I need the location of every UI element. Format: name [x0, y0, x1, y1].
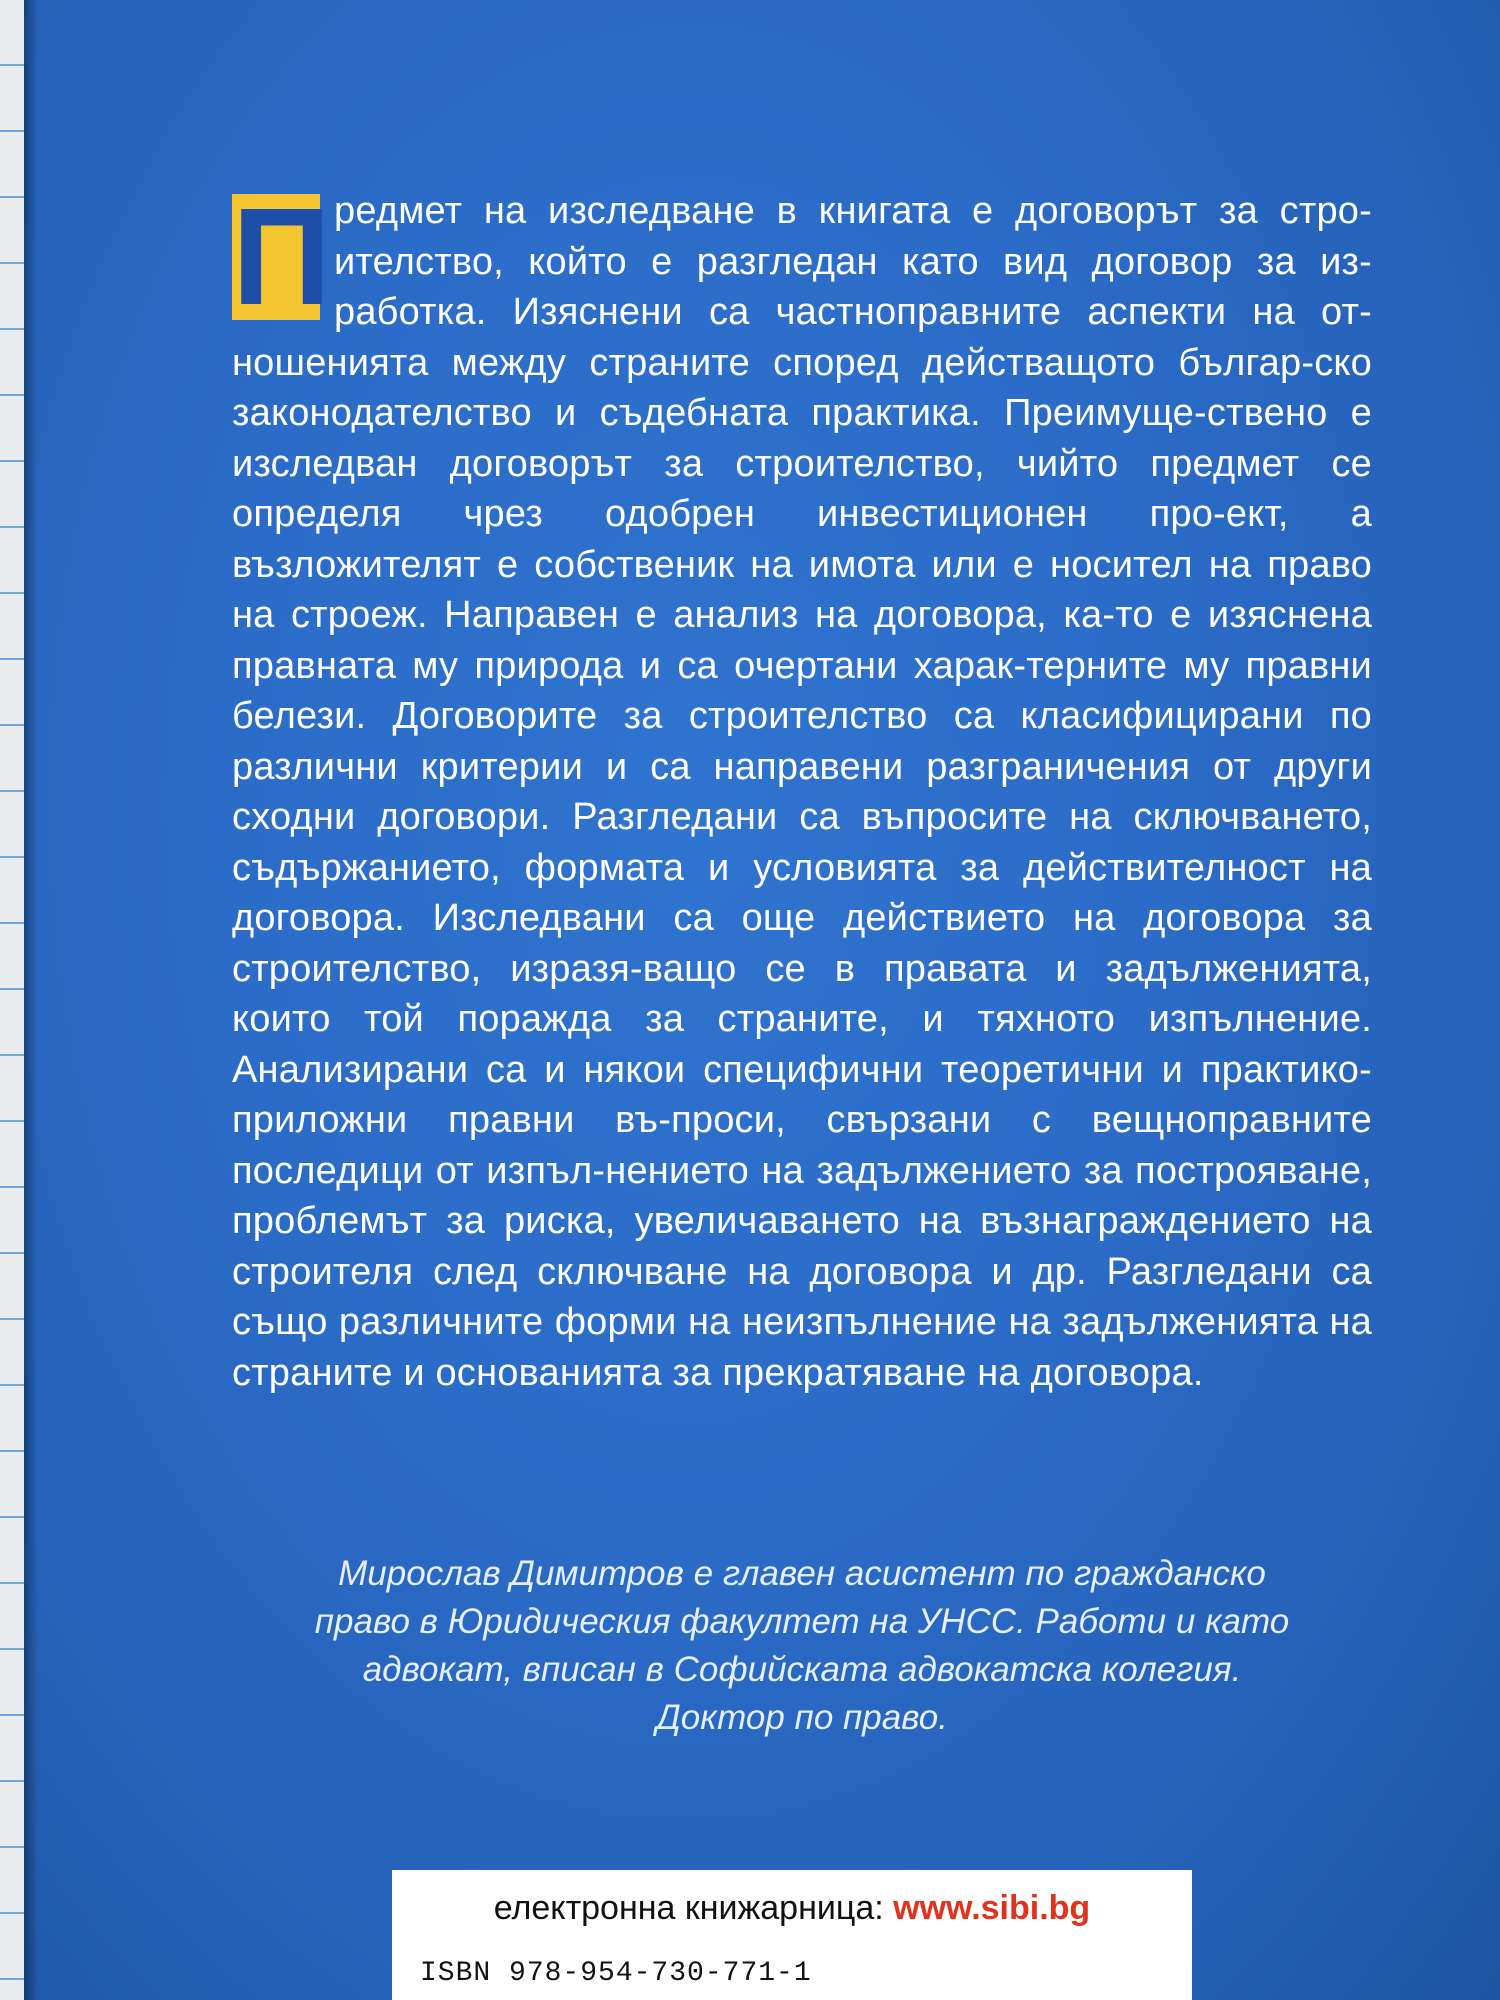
- book-description: [232, 180, 1372, 1398]
- author-bio-line: право в Юридическия факултет на УНСС. Работи и като: [314, 1602, 1290, 1641]
- author-bio-line: адвокат, вписан в Софийската адвокатска колегия.: [362, 1650, 1242, 1689]
- cover-edge-shadow: [24, 0, 38, 2000]
- store-sticker: [392, 1870, 1192, 2000]
- author-bio: [232, 1550, 1372, 1742]
- dropcap-letter: П: [232, 180, 332, 334]
- author-bio-line: Мирослав Димитров е главен асистент по гражданско: [338, 1554, 1266, 1593]
- sticker-text: [392, 1870, 1192, 1946]
- isbn-number: ISBN 978-954-730-771-1: [420, 1958, 812, 1989]
- author-bio-line: Доктор по право.: [656, 1698, 948, 1737]
- sticker-label: електронна книжарница:: [493, 1889, 884, 1927]
- description-text: редмет на изследване в книгата е договорът за стро-ителство, който е разгледан като вид договор за из-работка. Изяснени са частноправните аспекти на от-ношенията между страните според действащото българ-ско законодателство и съдебната практика. Преимуще-ствено е изследван договорът за строителство, чийто предмет се определя чрез одобрен инвестиционен про-ект, а възложителят е собственик на имота или е носител на право на строеж. Направен е анализ на договора, ка-то е изяснена правната му природа и са очертани харак-терните му правни белези. Договорите за строителство са класифицирани по различни критерии и са направени разграничения от други сходни договори. Разгледани са въпросите на сключването, съдържанието, формата и условията за действителност на договора. Изследвани са още действието на договора за строителство, изразя-ващо се в правата и задълженията, които той поражда за страните, и тяхното изпълнение. Анализирани са и някои специфични теоретични и практико-приложни правни въ-проси, свързани с вещноправните последици от изпъл-нението на задължението за построяване, проблемът за риска, увеличаването на възнаграждението на строителя след сключване на договора и др. Разгледани са също различните форми на неизпълнение на задълженията на страните и основанията за прекратяване на договора.: [232, 190, 1372, 1394]
- store-url-link[interactable]: www.sibi.bg: [893, 1889, 1091, 1927]
- dropcap-box: [232, 180, 332, 334]
